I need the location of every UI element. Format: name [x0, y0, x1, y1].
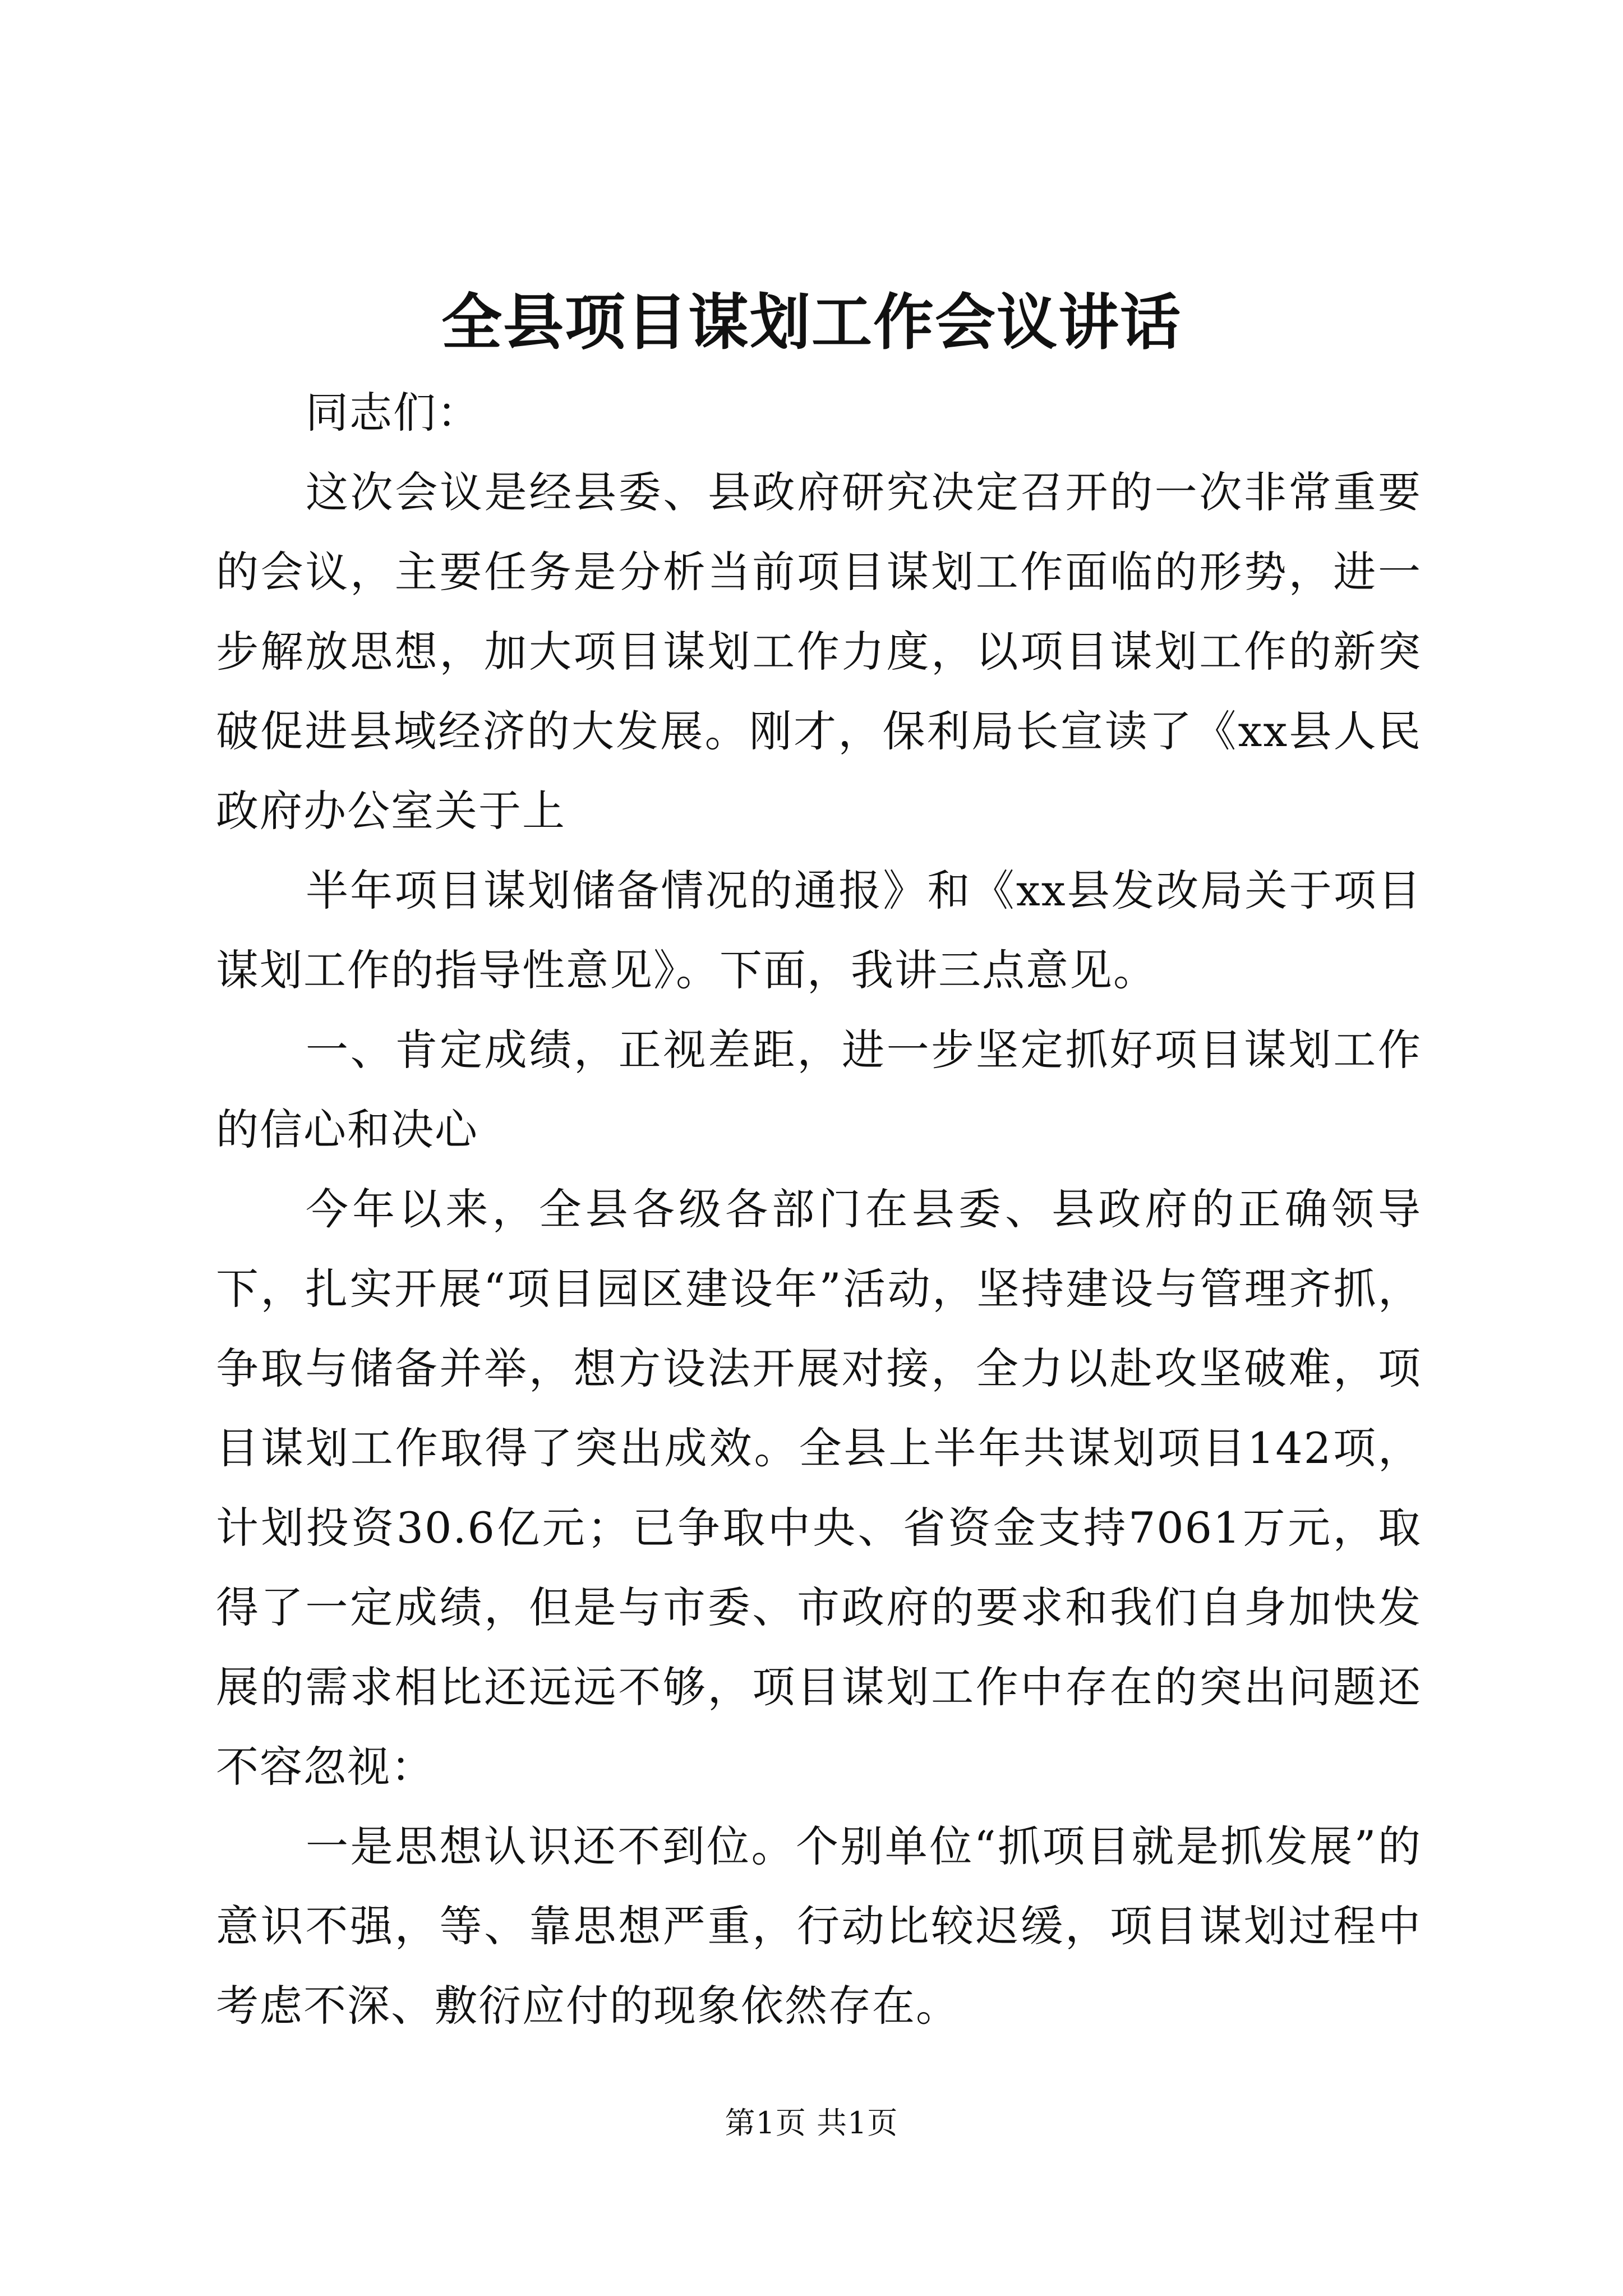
body-paragraph: 今年以来，全县各级各部门在县委、县政府的正确领导下，扎实开展“项目园区建设年”活动，坚持建设与管理齐抓，争取与储备并举，想方设法开展对接，全力以赴攻坚破难，项目谋划工作取得了突出成效。全县上半年共谋划项目142项，计划投资30.6亿元；已争取中央、省资金支持7061万元，取得了一定成绩，但是与市委、市政府的要求和我们自身加快发展的需求相比还远远不够，项目谋划工作中存在的突出问题还不容忽视：	[216, 1184, 1422, 1792]
body-paragraph: 这次会议是经县委、县政府研究决定召开的一次非常重要的会议，主要任务是分析当前项目谋划工作面临的形势，进一步解放思想，加大项目谋划工作力度，以项目谋划工作的新突破促进县域经济的大发展。刚才，保利局长宣读了《xx县人民政府办公室关于上	[216, 467, 1422, 836]
section-heading: 一、肯定成绩，正视差距，进一步坚定抓好项目谋划工作的信心和决心	[216, 1025, 1422, 1154]
page-footer: 第1页 共1页	[725, 2105, 898, 2141]
salutation-paragraph: 同志们：	[306, 388, 481, 438]
document-title: 全县项目谋划工作会议讲话	[441, 287, 1182, 358]
body-paragraph: 一是思想认识还不到位。个别单位“抓项目就是抓发展”的意识不强，等、靠思想严重，行动比较迟缓，项目谋划过程中考虑不深、敷衍应付的现象依然存在。	[216, 1821, 1422, 2031]
body-paragraph: 半年项目谋划储备情况的通报》和《xx县发改局关于项目谋划工作的指导性意见》。下面，我讲三点意见。	[216, 866, 1422, 995]
document-body	[216, 373, 1422, 2046]
